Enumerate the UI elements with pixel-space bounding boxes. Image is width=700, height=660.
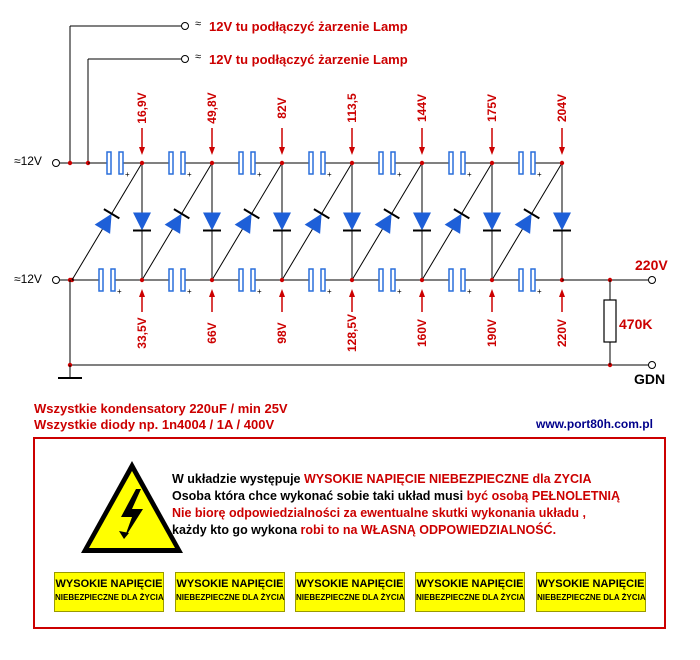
wire bbox=[422, 229, 452, 280]
capacitor bbox=[449, 152, 453, 174]
capacitor-plus: + bbox=[125, 170, 130, 179]
warning-line-4: każdy kto go wykona robi to na WŁASNĄ ODPOWIEDZIALNOŚĆ. bbox=[172, 523, 557, 537]
input-bottom-label: ≈12V bbox=[14, 272, 42, 286]
junction-dot bbox=[560, 161, 564, 165]
diode bbox=[203, 213, 221, 231]
capacitor-note: Wszystkie kondensatory 220uF / min 25V bbox=[34, 401, 288, 416]
capacitor-plus: + bbox=[327, 170, 332, 179]
capacitor-plus: + bbox=[257, 287, 262, 296]
capacitor bbox=[181, 269, 185, 291]
junction-dot bbox=[210, 278, 214, 282]
capacitor bbox=[309, 152, 313, 174]
junction-dot bbox=[350, 278, 354, 282]
junction-dot bbox=[420, 161, 424, 165]
lamp-heater-label-2: 12V tu podłączyć żarzenie Lamp bbox=[209, 52, 408, 67]
capacitor bbox=[461, 269, 465, 291]
capacitor bbox=[239, 152, 243, 174]
voltage-arrow-head bbox=[489, 147, 495, 155]
diode-bar bbox=[104, 209, 119, 218]
terminal bbox=[649, 362, 656, 369]
terminal bbox=[53, 277, 60, 284]
terminal bbox=[182, 56, 189, 63]
warning-line-2: Osoba która chce wykonać sobie taki układ musi być osobą PEŁNOLETNIĄ bbox=[172, 489, 621, 503]
diode-bar bbox=[314, 209, 329, 218]
junction-dot bbox=[280, 278, 284, 282]
capacitor bbox=[321, 152, 325, 174]
diode bbox=[343, 213, 361, 231]
diode bbox=[235, 214, 252, 234]
diode-bar bbox=[454, 209, 469, 218]
capacitor bbox=[239, 269, 243, 291]
voltage-arrow-head bbox=[139, 289, 145, 297]
terminal bbox=[53, 160, 60, 167]
diode-bar bbox=[384, 209, 399, 218]
voltage-arrow-head bbox=[559, 147, 565, 155]
capacitor bbox=[461, 152, 465, 174]
capacitor bbox=[181, 152, 185, 174]
warning-stickers bbox=[54, 572, 654, 614]
bottom-node-voltage: 190V bbox=[485, 318, 499, 348]
diode-bar bbox=[524, 209, 539, 218]
capacitor bbox=[99, 269, 103, 291]
diode bbox=[305, 214, 322, 234]
terminal bbox=[649, 277, 656, 284]
capacitor bbox=[531, 269, 535, 291]
bottom-node-voltage: 33,5V bbox=[135, 317, 149, 349]
diode bbox=[273, 213, 291, 231]
wire bbox=[212, 229, 242, 280]
capacitor bbox=[107, 152, 111, 174]
top-node-voltage: 16,9V bbox=[135, 92, 149, 124]
wire bbox=[282, 229, 312, 280]
top-node-voltage: 49,8V bbox=[205, 92, 219, 124]
diode bbox=[133, 213, 151, 231]
warning-box bbox=[33, 437, 666, 629]
capacitor-plus: + bbox=[117, 287, 122, 296]
resistor-label: 470K bbox=[619, 316, 653, 332]
capacitor bbox=[379, 152, 383, 174]
capacitor-plus: + bbox=[397, 287, 402, 296]
high-voltage-warning-icon bbox=[77, 457, 187, 557]
wire bbox=[72, 229, 102, 280]
warning-sticker: WYSOKIE NAPIĘCIE NIEBEZPIECZNE DLA ŻYCIA bbox=[536, 572, 646, 612]
capacitor bbox=[251, 269, 255, 291]
wire bbox=[492, 229, 522, 280]
voltage-arrow-head bbox=[349, 289, 355, 297]
capacitor-plus: + bbox=[187, 170, 192, 179]
voltage-arrow-head bbox=[489, 289, 495, 297]
wire bbox=[352, 229, 382, 280]
capacitor-plus: + bbox=[537, 287, 542, 296]
top-node-voltage: 175V bbox=[485, 93, 499, 123]
junction-dot bbox=[210, 161, 214, 165]
voltage-arrow-head bbox=[349, 147, 355, 155]
junction-dot bbox=[68, 161, 72, 165]
capacitor bbox=[169, 269, 173, 291]
capacitor-plus: + bbox=[397, 170, 402, 179]
warning-line-3: Nie biorę odpowiedzialności za ewentualne skutki wykonania układu , bbox=[172, 506, 586, 520]
warning-sticker: WYSOKIE NAPIĘCIE NIEBEZPIECZNE DLA ŻYCIA bbox=[295, 572, 405, 612]
capacitor bbox=[449, 269, 453, 291]
junction-dot bbox=[350, 161, 354, 165]
ground-label: GDN bbox=[634, 371, 666, 387]
tilde-2: ≈ bbox=[195, 51, 202, 63]
capacitor bbox=[309, 269, 313, 291]
voltage-arrow-head bbox=[559, 289, 565, 297]
voltage-arrow-head bbox=[279, 289, 285, 297]
junction-dot bbox=[490, 278, 494, 282]
capacitor bbox=[391, 269, 395, 291]
bottom-node-voltage: 98V bbox=[275, 322, 289, 344]
bottom-node-voltage: 220V bbox=[555, 318, 569, 348]
capacitor-plus: + bbox=[467, 170, 472, 179]
capacitor bbox=[391, 152, 395, 174]
junction-dot bbox=[140, 278, 144, 282]
diode bbox=[515, 214, 532, 234]
diode bbox=[165, 214, 182, 234]
terminal bbox=[182, 23, 189, 30]
website-link[interactable]: www.port80h.com.pl bbox=[536, 417, 653, 431]
voltage-arrow-head bbox=[209, 147, 215, 155]
diode bbox=[445, 214, 462, 234]
top-node-voltage: 82V bbox=[275, 97, 289, 119]
warning-line-1: W układzie występuje WYSOKIE NAPIĘCIE NIEBEZPIECZNE dla ZYCIA bbox=[172, 472, 592, 486]
capacitor bbox=[519, 269, 523, 291]
junction-dot bbox=[420, 278, 424, 282]
voltage-arrow-head bbox=[209, 289, 215, 297]
warning-sticker: WYSOKIE NAPIĘCIE NIEBEZPIECZNE DLA ŻYCIA bbox=[415, 572, 525, 612]
capacitor bbox=[119, 152, 123, 174]
capacitor bbox=[321, 269, 325, 291]
capacitor-plus: + bbox=[257, 170, 262, 179]
diode-note: Wszystkie diody np. 1n4004 / 1A / 400V bbox=[34, 417, 275, 432]
warning-sticker: WYSOKIE NAPIĘCIE NIEBEZPIECZNE DLA ŻYCIA bbox=[54, 572, 164, 612]
top-node-voltage: 113,5 bbox=[345, 93, 359, 123]
diode-bar bbox=[244, 209, 259, 218]
warning-sticker: WYSOKIE NAPIĘCIE NIEBEZPIECZNE DLA ŻYCIA bbox=[175, 572, 285, 612]
junction-dot bbox=[280, 161, 284, 165]
voltage-arrow-head bbox=[419, 147, 425, 155]
capacitor bbox=[111, 269, 115, 291]
wire bbox=[142, 229, 172, 280]
bottom-node-voltage: 160V bbox=[415, 318, 429, 348]
junction-dot bbox=[490, 161, 494, 165]
voltage-arrow-head bbox=[419, 289, 425, 297]
capacitor-plus: + bbox=[187, 287, 192, 296]
warning-text bbox=[172, 471, 662, 539]
top-node-voltage: 204V bbox=[555, 93, 569, 123]
diode bbox=[483, 213, 501, 231]
voltage-arrow-head bbox=[139, 147, 145, 155]
tilde-1: ≈ bbox=[195, 18, 202, 30]
voltage-arrow-head bbox=[279, 147, 285, 155]
top-node-voltage: 144V bbox=[415, 93, 429, 123]
capacitor-plus: + bbox=[537, 170, 542, 179]
bottom-node-voltage: 66V bbox=[205, 322, 219, 344]
capacitor bbox=[531, 152, 535, 174]
diode-bar bbox=[174, 209, 189, 218]
diode bbox=[95, 214, 112, 234]
capacitor bbox=[251, 152, 255, 174]
junction-dot bbox=[140, 161, 144, 165]
capacitor-plus: + bbox=[467, 287, 472, 296]
lamp-heater-label-1: 12V tu podłączyć żarzenie Lamp bbox=[209, 19, 408, 34]
diode bbox=[553, 213, 571, 231]
capacitor bbox=[169, 152, 173, 174]
capacitor-plus: + bbox=[327, 287, 332, 296]
diode bbox=[413, 213, 431, 231]
capacitor bbox=[379, 269, 383, 291]
capacitor bbox=[519, 152, 523, 174]
input-top-label: ≈12V bbox=[14, 154, 42, 168]
resistor bbox=[604, 300, 616, 342]
diode bbox=[375, 214, 392, 234]
bottom-node-voltage: 128,5V bbox=[345, 313, 359, 353]
output-voltage-label: 220V bbox=[635, 257, 668, 273]
